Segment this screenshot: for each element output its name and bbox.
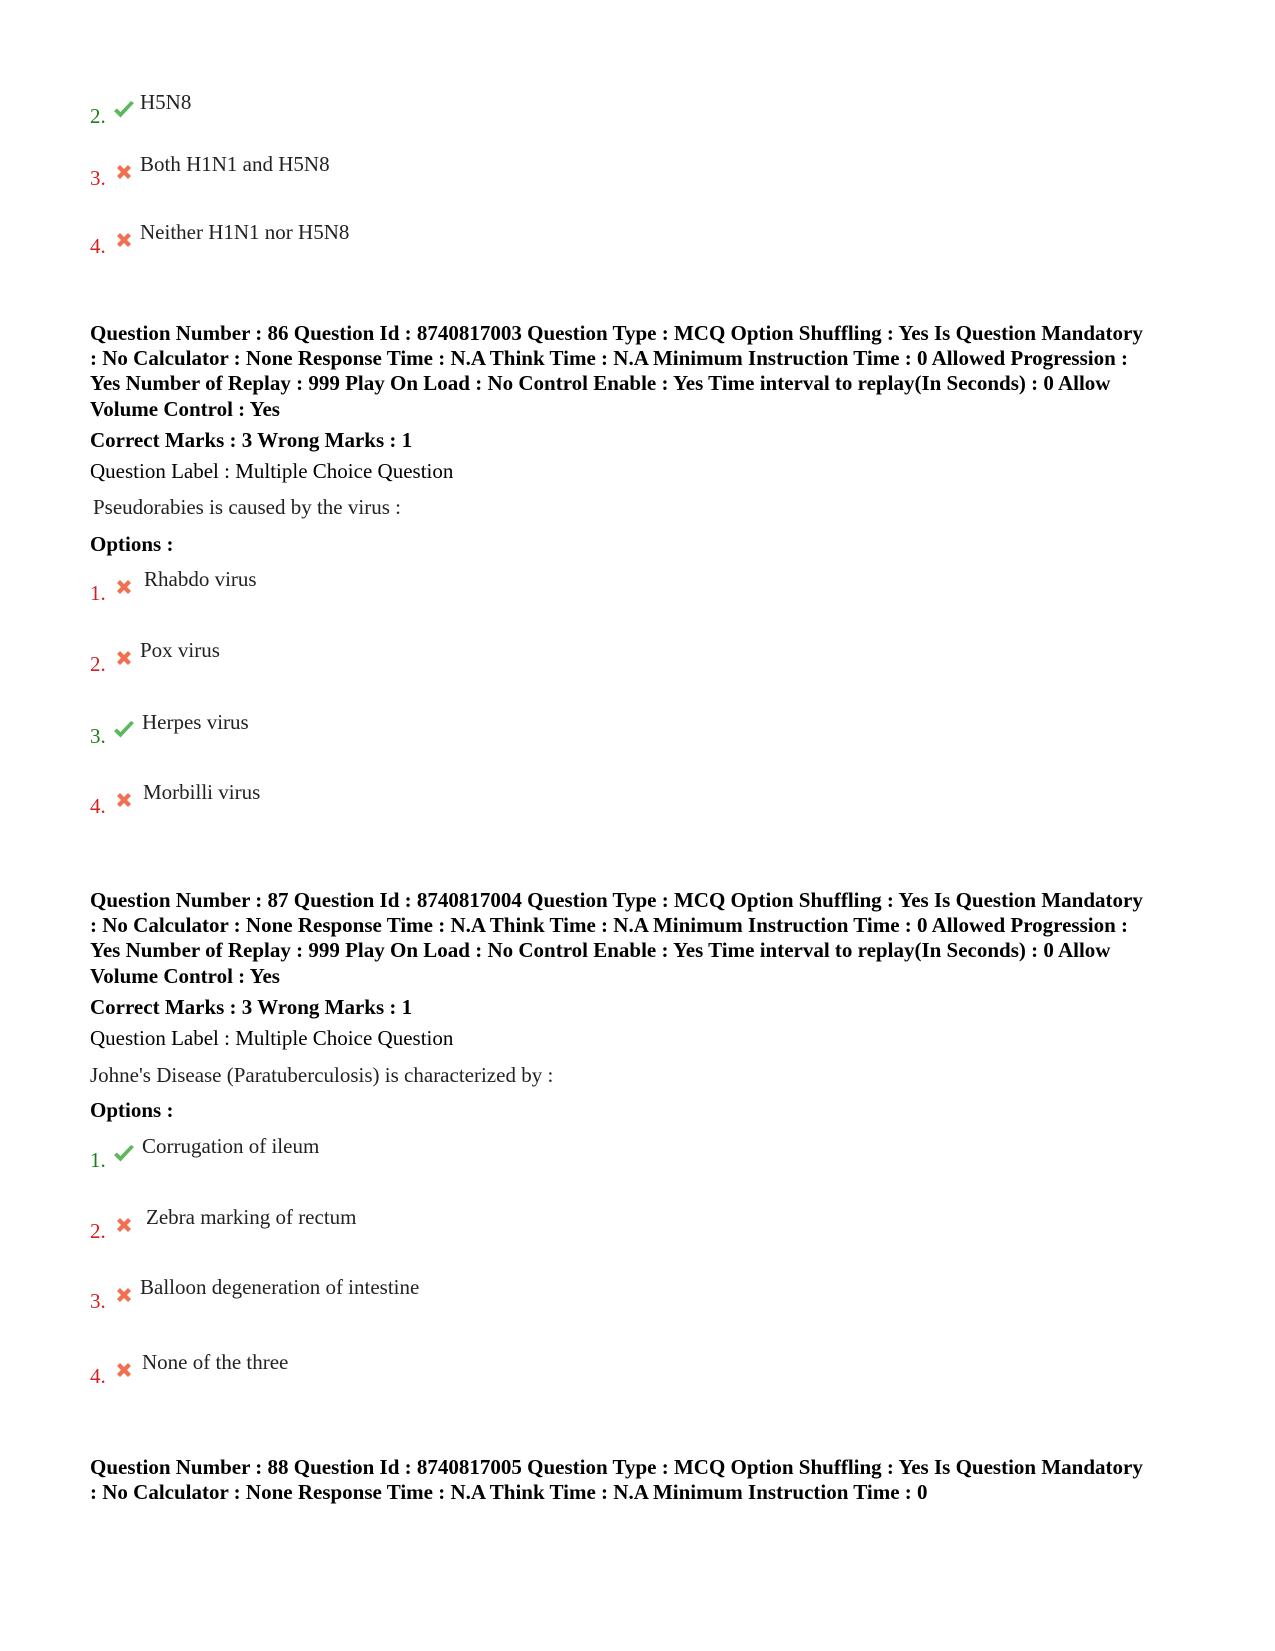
question-metadata: Question Number : 86 Question Id : 8740817003 Question Type : MCQ Option Shuffling : Yes Is Question Mandatory : No Calculator : None Response Time : N.A Think Time : N.A Minimum Instruction Time : 0 Allowed Progression : Yes Number of Replay : 999 Play On Load : No Control Enable : Yes Time interval to replay(In Seconds) : 0 Allow Volume Control : Yes (90, 321, 1143, 421)
option-text: Morbilli virus (143, 780, 261, 804)
cross-icon (112, 1283, 136, 1307)
cross-icon (112, 788, 136, 812)
option-text: Corrugation of ileum (142, 1134, 320, 1158)
option-row (90, 1134, 690, 1174)
question-text: Johne's Disease (Paratuberculosis) is characterized by : (90, 1063, 554, 1087)
option-number: 2. (90, 652, 106, 676)
question-metadata: Question Number : 88 Question Id : 8740817005 Question Type : MCQ Option Shuffling : Yes Is Question Mandatory : No Calculator : None Response Time : N.A Think Time : N.A Minimum Instruction Time : 0 (90, 1455, 1143, 1505)
option-text: Neither H1N1 nor H5N8 (140, 220, 350, 244)
option-row (90, 1350, 690, 1390)
question-metadata: Question Number : 87 Question Id : 8740817004 Question Type : MCQ Option Shuffling : Yes Is Question Mandatory : No Calculator : None Response Time : N.A Think Time : N.A Minimum Instruction Time : 0 Allowed Progression : Yes Number of Replay : 999 Play On Load : No Control Enable : Yes Time interval to replay(In Seconds) : 0 Allow Volume Control : Yes (90, 888, 1143, 988)
option-number: 2. (90, 104, 106, 128)
check-icon (112, 718, 136, 742)
option-number: 3. (90, 724, 106, 748)
cross-icon (112, 646, 136, 670)
option-number: 4. (90, 234, 106, 258)
option-row (90, 780, 690, 820)
option-row (90, 1205, 690, 1245)
option-row (90, 220, 690, 260)
option-number: 4. (90, 794, 106, 818)
option-row (90, 1275, 690, 1315)
option-text: Balloon degeneration of intestine (140, 1275, 420, 1299)
question-marks: Correct Marks : 3 Wrong Marks : 1 (90, 995, 413, 1019)
option-number: 1. (90, 1148, 106, 1172)
option-row (90, 90, 690, 130)
option-row (90, 567, 690, 607)
option-row (90, 638, 690, 678)
option-row (90, 710, 690, 750)
options-heading: Options : (90, 1098, 174, 1122)
option-text: Herpes virus (142, 710, 249, 734)
cross-icon (112, 160, 136, 184)
option-text: None of the three (142, 1350, 289, 1374)
option-number: 2. (90, 1219, 106, 1243)
question-label: Question Label : Multiple Choice Question (90, 459, 454, 483)
question-marks: Correct Marks : 3 Wrong Marks : 1 (90, 428, 413, 452)
options-heading: Options : (90, 532, 174, 556)
cross-icon (112, 1213, 136, 1237)
check-icon (112, 98, 136, 122)
cross-icon (112, 1358, 136, 1382)
question-text: Pseudorabies is caused by the virus : (93, 495, 401, 519)
option-row (90, 152, 690, 192)
option-number: 1. (90, 581, 106, 605)
option-number: 4. (90, 1364, 106, 1388)
option-text: Both H1N1 and H5N8 (140, 152, 330, 176)
option-text: Rhabdo virus (144, 567, 257, 591)
cross-icon (112, 575, 136, 599)
check-icon (112, 1142, 136, 1166)
option-text: Pox virus (140, 638, 220, 662)
option-text: H5N8 (140, 90, 192, 114)
option-text: Zebra marking of rectum (146, 1205, 357, 1229)
cross-icon (112, 228, 136, 252)
option-number: 3. (90, 1289, 106, 1313)
question-label: Question Label : Multiple Choice Question (90, 1026, 454, 1050)
option-number: 3. (90, 166, 106, 190)
